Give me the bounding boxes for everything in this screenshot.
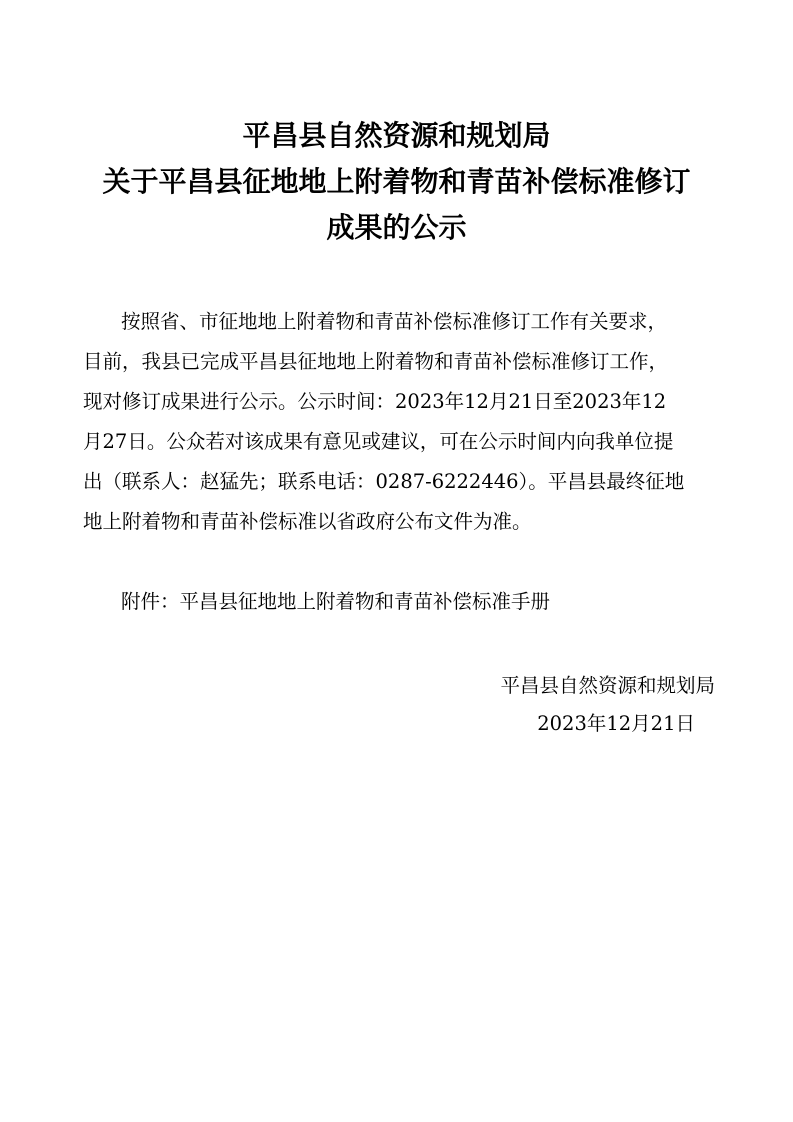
signature-organization: 平昌县自然资源和规划局: [500, 674, 715, 697]
body-line-3: 现对修订成果进行公示。公示时间：2023年12月21日至2023年12: [83, 390, 667, 413]
signature-date: 2023年12月21日: [537, 712, 695, 735]
body-line-4: 月27日。公众若对该成果有意见或建议，可在公示时间内向我单位提: [83, 430, 674, 453]
title-line-2: 关于平昌县征地地上附着物和青苗补偿标准修订: [102, 165, 691, 198]
title-line-1: 平昌县自然资源和规划局: [242, 119, 551, 152]
title-line-3: 成果的公示: [326, 211, 467, 244]
body-line-2: 目前，我县已完成平昌县征地地上附着物和青苗补偿标准修订工作，: [83, 350, 669, 373]
body-line-1: 按照省、市征地地上附着物和青苗补偿标准修订工作有关要求，: [121, 310, 668, 333]
attachment-note: 附件：平昌县征地地上附着物和青苗补偿标准手册: [121, 590, 551, 613]
body-line-6: 地上附着物和青苗补偿标准以省政府公布文件为准。: [83, 510, 532, 533]
body-paragraph: [83, 302, 723, 542]
body-line-5: 出（联系人：赵猛先；联系电话：0287-6222446）。平昌县最终征地: [83, 470, 685, 493]
